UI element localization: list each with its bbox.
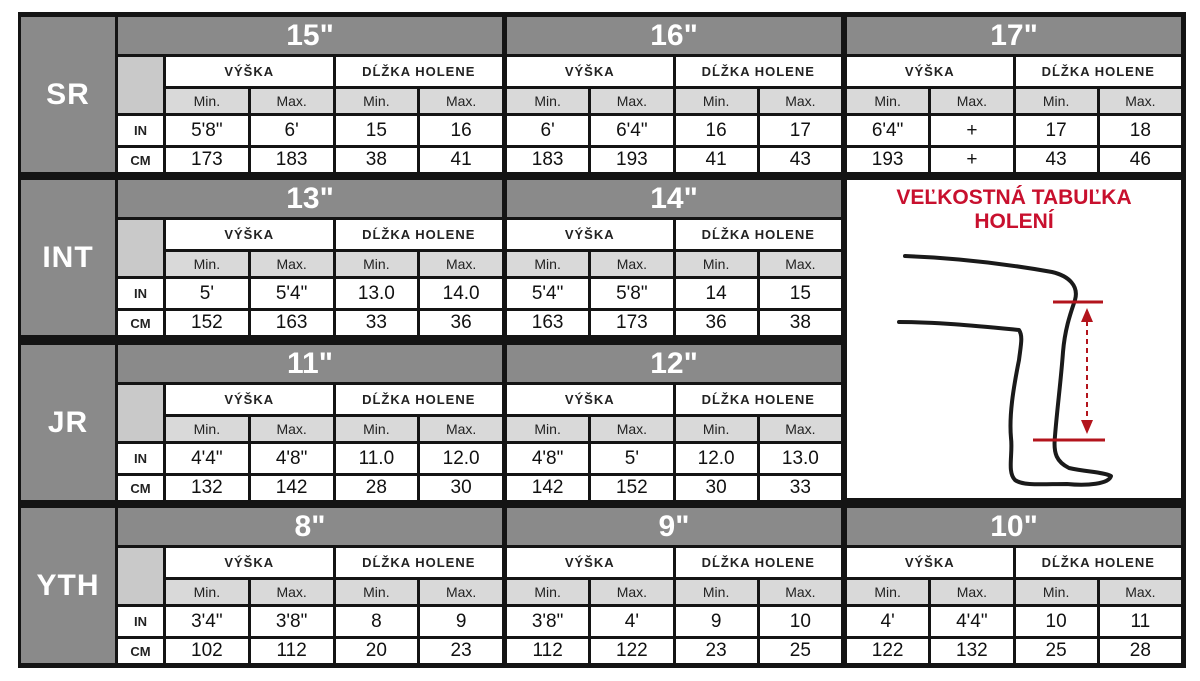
unit-label-in: IN: [118, 444, 163, 473]
value-cell-cm: 25: [1016, 639, 1097, 663]
value-cell-cm: 41: [420, 148, 502, 172]
value-cell-in: 3'8": [507, 607, 588, 636]
sub-header-min: Min.: [847, 89, 928, 113]
size-header: 15": [118, 17, 502, 54]
value-cell-cm: 112: [251, 639, 333, 663]
category-label: JR: [21, 345, 115, 500]
size-header: 17": [847, 17, 1181, 54]
sub-header-min: Min.: [676, 252, 757, 276]
value-cell-cm: 173: [166, 148, 248, 172]
sub-header-min: Min.: [1016, 580, 1097, 604]
value-cell-in: +: [931, 116, 1012, 145]
value-cell-in: 12.0: [676, 444, 757, 473]
sub-header-min: Min.: [336, 252, 418, 276]
sub-header-min: Min.: [166, 580, 248, 604]
value-cell-in: 10: [760, 607, 841, 636]
value-cell-cm: 142: [251, 476, 333, 500]
value-cell-cm: 183: [251, 148, 333, 172]
sub-header-max: Max.: [591, 89, 672, 113]
sub-header-max: Max.: [591, 417, 672, 441]
category-label: YTH: [21, 508, 115, 663]
value-cell-cm: 28: [336, 476, 418, 500]
unit-label-cm: CM: [118, 476, 163, 500]
value-cell-in: 14.0: [420, 279, 502, 308]
value-cell-cm: 173: [591, 311, 672, 335]
header-stub: [118, 548, 163, 604]
value-cell-cm: 193: [591, 148, 672, 172]
size-header: 8": [118, 508, 502, 545]
category-label: SR: [21, 17, 115, 172]
value-cell-in: 3'8": [251, 607, 333, 636]
value-cell-in: 5': [166, 279, 248, 308]
sub-header-max: Max.: [1100, 580, 1181, 604]
group-header-height: VÝŠKA: [166, 385, 333, 414]
value-cell-in: 17: [1016, 116, 1097, 145]
sub-header-max: Max.: [251, 417, 333, 441]
value-cell-cm: 163: [251, 311, 333, 335]
value-cell-cm: 41: [676, 148, 757, 172]
value-cell-in: 15: [760, 279, 841, 308]
sub-header-max: Max.: [931, 580, 1012, 604]
value-cell-in: 5'8": [166, 116, 248, 145]
sub-header-min: Min.: [336, 580, 418, 604]
value-cell-in: 14: [676, 279, 757, 308]
value-cell-in: 9: [420, 607, 502, 636]
value-cell-cm: 28: [1100, 639, 1181, 663]
group-header-shin: DĹŽKA HOLENE: [336, 220, 503, 249]
value-cell-in: 4'8": [251, 444, 333, 473]
chart-heading: [847, 186, 1181, 234]
size-header: 11": [118, 345, 502, 382]
group-header-shin: DĹŽKA HOLENE: [1016, 548, 1182, 577]
value-cell-cm: 152: [591, 476, 672, 500]
value-cell-in: 18: [1100, 116, 1181, 145]
size-header: 9": [507, 508, 841, 545]
group-header-height: VÝŠKA: [507, 220, 673, 249]
value-cell-cm: 122: [847, 639, 928, 663]
value-cell-cm: 132: [931, 639, 1012, 663]
value-cell-cm: 20: [336, 639, 418, 663]
sub-header-max: Max.: [760, 89, 841, 113]
group-header-height: VÝŠKA: [847, 57, 1013, 86]
value-cell-cm: 163: [507, 311, 588, 335]
sub-header-min: Min.: [166, 89, 248, 113]
unit-label-in: IN: [118, 279, 163, 308]
group-header-shin: DĹŽKA HOLENE: [676, 548, 842, 577]
value-cell-in: 13.0: [760, 444, 841, 473]
sub-header-min: Min.: [676, 417, 757, 441]
sub-header-min: Min.: [166, 417, 248, 441]
sub-header-min: Min.: [336, 417, 418, 441]
unit-label-cm: CM: [118, 639, 163, 663]
sub-header-max: Max.: [251, 580, 333, 604]
value-cell-in: 6': [507, 116, 588, 145]
size-header: 14": [507, 180, 841, 217]
value-cell-cm: 46: [1100, 148, 1181, 172]
category-label: INT: [21, 180, 115, 335]
value-cell-cm: 23: [676, 639, 757, 663]
value-cell-cm: 142: [507, 476, 588, 500]
value-cell-cm: 38: [760, 311, 841, 335]
chart-heading-line2: HOLENÍ: [974, 210, 1054, 233]
arrow-head-down-icon: [1081, 420, 1093, 434]
value-cell-cm: 183: [507, 148, 588, 172]
value-cell-in: 16: [676, 116, 757, 145]
value-cell-in: 4': [591, 607, 672, 636]
value-cell-in: 5'8": [591, 279, 672, 308]
value-cell-cm: 33: [760, 476, 841, 500]
value-cell-in: 9: [676, 607, 757, 636]
size-header: 10": [847, 508, 1181, 545]
value-cell-in: 13.0: [336, 279, 418, 308]
sub-header-min: Min.: [507, 580, 588, 604]
info-panel: [847, 180, 1181, 498]
group-header-shin: DĹŽKA HOLENE: [336, 385, 503, 414]
value-cell-cm: 152: [166, 311, 248, 335]
sub-header-min: Min.: [507, 252, 588, 276]
header-stub: [118, 385, 163, 441]
leg-outline: [899, 256, 1111, 485]
sub-header-min: Min.: [336, 89, 418, 113]
value-cell-in: 5'4": [251, 279, 333, 308]
sub-header-max: Max.: [251, 252, 333, 276]
value-cell-cm: 30: [420, 476, 502, 500]
value-cell-cm: 33: [336, 311, 418, 335]
value-cell-in: 17: [760, 116, 841, 145]
sub-header-min: Min.: [507, 89, 588, 113]
sub-header-max: Max.: [420, 580, 502, 604]
arrow-head-up-icon: [1081, 308, 1093, 322]
group-header-shin: DĹŽKA HOLENE: [336, 57, 503, 86]
group-header-height: VÝŠKA: [847, 548, 1013, 577]
sub-header-max: Max.: [591, 252, 672, 276]
group-header-height: VÝŠKA: [166, 57, 333, 86]
group-header-shin: DĹŽKA HOLENE: [676, 385, 842, 414]
value-cell-in: 5'4": [507, 279, 588, 308]
size-header: 13": [118, 180, 502, 217]
value-cell-cm: 43: [760, 148, 841, 172]
value-cell-cm: 112: [507, 639, 588, 663]
value-cell-cm: 36: [676, 311, 757, 335]
sub-header-min: Min.: [166, 252, 248, 276]
value-cell-cm: 102: [166, 639, 248, 663]
group-header-height: VÝŠKA: [166, 220, 333, 249]
value-cell-in: 5': [591, 444, 672, 473]
sub-header-max: Max.: [760, 580, 841, 604]
group-header-height: VÝŠKA: [166, 548, 333, 577]
value-cell-in: 6'4": [847, 116, 928, 145]
value-cell-cm: 23: [420, 639, 502, 663]
sub-header-max: Max.: [931, 89, 1012, 113]
group-header-shin: DĹŽKA HOLENE: [1016, 57, 1182, 86]
size-header: 12": [507, 345, 841, 382]
group-header-shin: DĹŽKA HOLENE: [676, 220, 842, 249]
group-header-shin: DĹŽKA HOLENE: [676, 57, 842, 86]
value-cell-in: 11.0: [336, 444, 418, 473]
value-cell-in: 15: [336, 116, 418, 145]
sub-header-max: Max.: [420, 417, 502, 441]
value-cell-in: 4'4": [931, 607, 1012, 636]
sub-header-max: Max.: [760, 252, 841, 276]
chart-heading-line1: VEĽKOSTNÁ TABUĽKA: [896, 186, 1132, 209]
unit-label-in: IN: [118, 607, 163, 636]
sub-header-min: Min.: [676, 89, 757, 113]
value-cell-in: 10: [1016, 607, 1097, 636]
value-cell-in: 6'4": [591, 116, 672, 145]
sub-header-max: Max.: [420, 89, 502, 113]
sub-header-max: Max.: [251, 89, 333, 113]
sub-header-min: Min.: [676, 580, 757, 604]
group-header-height: VÝŠKA: [507, 57, 673, 86]
group-header-shin: DĹŽKA HOLENE: [336, 548, 503, 577]
size-header: 16": [507, 17, 841, 54]
value-cell-in: 8: [336, 607, 418, 636]
sub-header-min: Min.: [1016, 89, 1097, 113]
value-cell-in: 4'8": [507, 444, 588, 473]
group-header-height: VÝŠKA: [507, 548, 673, 577]
value-cell-in: 12.0: [420, 444, 502, 473]
value-cell-cm: 122: [591, 639, 672, 663]
value-cell-in: 3'4": [166, 607, 248, 636]
value-cell-cm: 30: [676, 476, 757, 500]
value-cell-in: 16: [420, 116, 502, 145]
value-cell-cm: 38: [336, 148, 418, 172]
sub-header-max: Max.: [420, 252, 502, 276]
value-cell-in: 6': [251, 116, 333, 145]
value-cell-cm: 132: [166, 476, 248, 500]
header-stub: [118, 57, 163, 113]
value-cell-cm: 25: [760, 639, 841, 663]
value-cell-in: 11: [1100, 607, 1181, 636]
sub-header-max: Max.: [591, 580, 672, 604]
unit-label-cm: CM: [118, 311, 163, 335]
sub-header-max: Max.: [1100, 89, 1181, 113]
value-cell-in: 4': [847, 607, 928, 636]
value-cell-cm: 36: [420, 311, 502, 335]
value-cell-in: 4'4": [166, 444, 248, 473]
sub-header-min: Min.: [847, 580, 928, 604]
value-cell-cm: 43: [1016, 148, 1097, 172]
group-header-height: VÝŠKA: [507, 385, 673, 414]
sub-header-min: Min.: [507, 417, 588, 441]
value-cell-cm: +: [931, 148, 1012, 172]
value-cell-cm: 193: [847, 148, 928, 172]
unit-label-in: IN: [118, 116, 163, 145]
header-stub: [118, 220, 163, 276]
leg-measurement-illustration: [847, 240, 1181, 498]
sub-header-max: Max.: [760, 417, 841, 441]
unit-label-cm: CM: [118, 148, 163, 172]
